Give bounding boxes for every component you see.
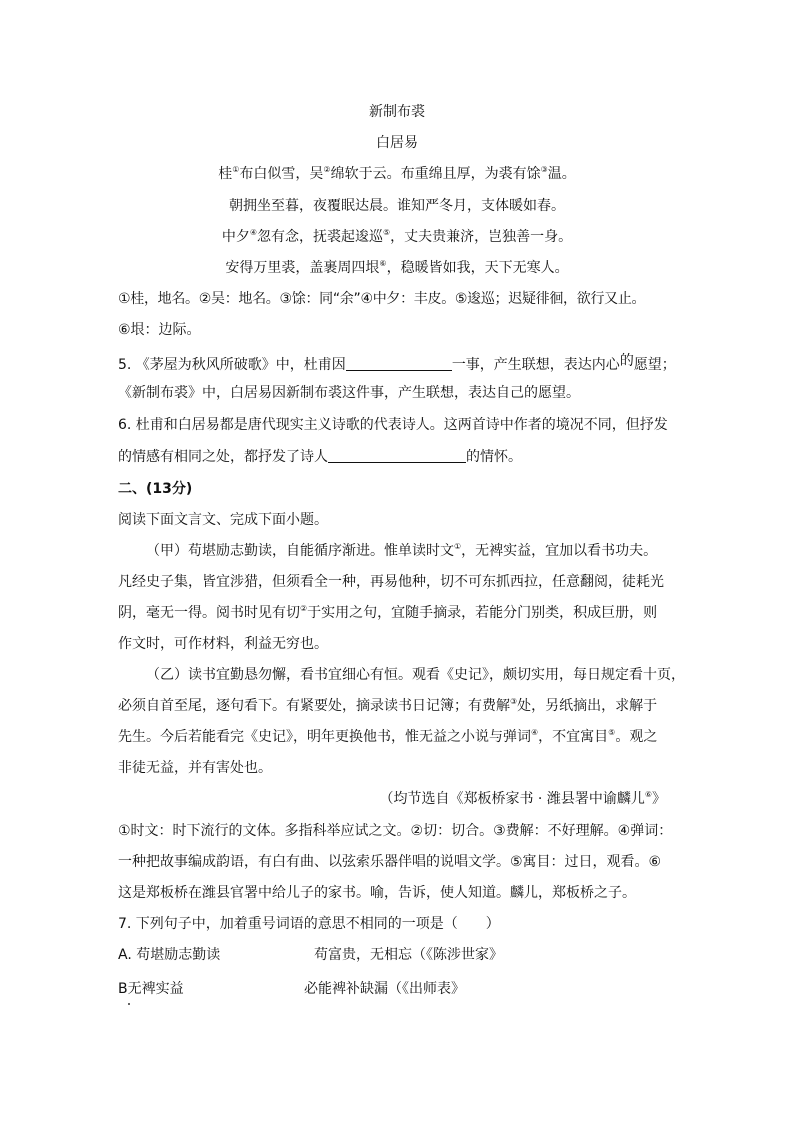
option-a-text: A. 苟堪励志勤读	[118, 947, 221, 963]
footnote-mark: ③	[510, 697, 518, 706]
passage-a-line: （甲）苟堪励志勤读，自能循序渐进。惟单读时文①，无裨实益，宜加以看书功夫。	[146, 542, 658, 559]
source-citation: （均节选自《郑板桥家书 · 潍县署中谕麟儿⑥》	[379, 790, 666, 807]
stray-dot-mark	[128, 1003, 130, 1005]
passage-a-line: 作文时，可作材料，利益无穷也。	[118, 636, 328, 652]
passage-notes-line: 一种把故事编成韵语，有白有曲、以弦索乐器伴唱的说唱文学。⑤寓目：过日，观看。⑥	[118, 854, 662, 870]
poem-author: 白居易	[376, 135, 418, 151]
footnote-mark: ②	[323, 165, 331, 174]
passage-b-line: 非徒无益，并有害处也。	[118, 760, 272, 776]
answer-blank[interactable]	[346, 356, 452, 371]
question-6: 6. 杜甫和白居易都是唐代现实主义诗歌的代表诗人。这两首诗中作者的境况不同，但抒发	[118, 417, 668, 433]
poem-line: 桂①布白似雪，吴②绵软于云。布重绵且厚，为裘有馀③温。	[218, 165, 576, 182]
passage-b-line: 必须自首至尾，逐句看下。有紧要处，摘录读书日记簿；有费解③处，另纸摘出，求解于	[118, 697, 658, 714]
passage-notes-line: 这是郑板桥在潍县官署中给儿子的家书。喻，告诉，使人知道。麟儿，郑板桥之子。	[118, 885, 636, 901]
option-b-reference: 必能裨补缺漏（《出师表》	[304, 981, 465, 997]
footnote-mark: ④	[249, 228, 257, 237]
question-5-line2: 《新制布裘》中，白居易因新制布裘这件事，产生联想，表达自己的愿望。	[118, 385, 580, 401]
question-7: 7. 下列句子中，加着重号词语的意思不相同的一项是（ ）	[118, 916, 500, 932]
footnote-mark: ④	[531, 728, 539, 737]
poem-line: 安得万里裘，盖裹周四垠⑥，稳暖皆如我，天下无寒人。	[225, 259, 569, 276]
answer-blank[interactable]	[328, 448, 466, 463]
passage-notes-line: ①时文：时下流行的文体。多指科举应试之文。②切：切合。③费解：不好理解。④弹词：	[118, 823, 673, 839]
poem-notes-line: ⑥垠：边际。	[118, 322, 201, 338]
footnote-mark: ⑤	[383, 228, 391, 237]
footnote-mark: ①	[454, 542, 462, 551]
passage-a-line: 凡经史子集，皆宜涉猎，但须看全一种，再易他种，切不可东抓西拉，任意翻阅，徒耗光	[118, 574, 664, 590]
footnote-mark: ⑥	[379, 259, 387, 268]
option-a-reference: 苟富贵，无相忘（《陈涉世家》	[314, 947, 503, 963]
option-b-text: B无裨实益	[118, 981, 184, 997]
footnote-mark: ⑤	[608, 728, 616, 737]
poem-title: 新制布裘	[369, 104, 425, 120]
passage-a-line: 阴，毫无一得。阅书时见有切②于实用之句，宜随手摘录，若能分门别类，积成巨册，则	[118, 604, 658, 621]
question-6-line2: 的情感有相同之处，都抒发了诗人 的情怀。	[118, 449, 522, 465]
footnote-mark: ①	[232, 165, 240, 174]
passage-b-line: （乙）读书宜勤恳勿懈，看书宜细心有恒。观看《史记》，颇切实用，每日规定看十页，	[146, 667, 685, 683]
poem-line: 朝拥坐至暮，夜覆眠达晨。谁知严冬月，支体暖如春。	[229, 198, 565, 214]
question-5: 5. 《茅屋为秋风所破歌》中，杜甫因 一事，产生联想，表达内心的愿望；	[118, 353, 676, 373]
poem-notes-line: ①桂，地名。②吴：地名。③馀：同“余”④中夕：丰皮。⑤逡巡；迟疑徘徊，欲行又止。	[118, 291, 646, 307]
passage-b-line: 先生。今后若能看完《史记》，明年更换他书，惟无益之小说与弹词④，不宜寓目⑤。观之	[118, 728, 658, 745]
section-instruction: 阅读下面文言文、完成下面小题。	[118, 512, 328, 528]
footnote-mark: ③	[540, 165, 548, 174]
footnote-mark: ②	[300, 604, 308, 613]
poem-line: 中夕④忽有念，抚裘起逡巡⑤，丈夫贵兼济，岂独善一身。	[221, 228, 573, 245]
section-heading: 二、(13分)	[118, 481, 193, 497]
footnote-mark: ⑥	[644, 790, 652, 799]
